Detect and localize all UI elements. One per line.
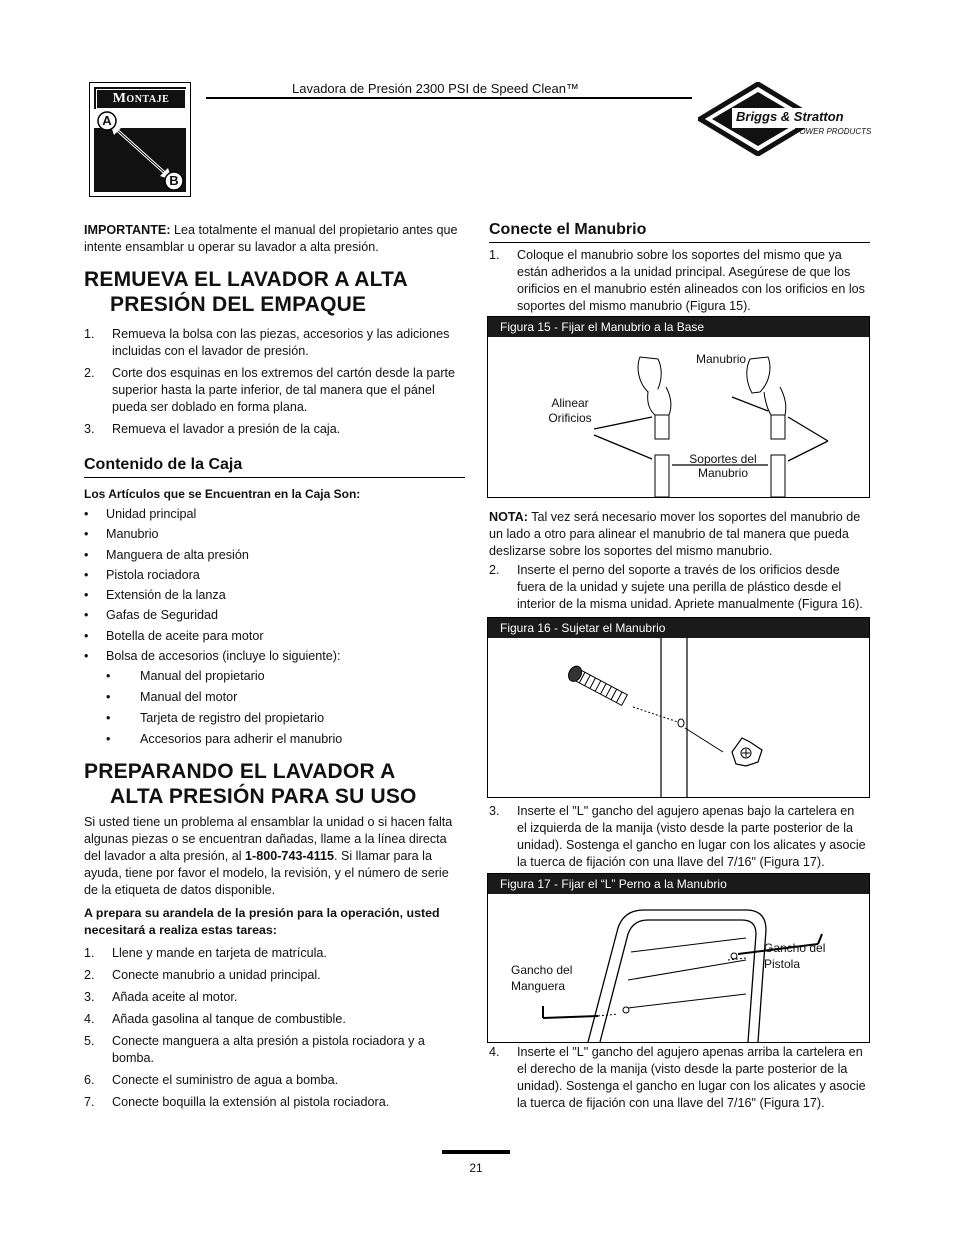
label-align-1: Alinear — [551, 396, 589, 410]
handle-step-4 — [489, 1044, 869, 1112]
footer-bar — [442, 1150, 510, 1154]
prep-steps — [84, 945, 460, 1111]
note-paragraph: NOTA: Tal vez será necesario mover los soportes del manubrio de un lado a otro para alinear el manubrio de tal manera que pueda deslizarse sobre los soportes del mismo manubrio. — [489, 510, 861, 558]
handle-rule — [489, 242, 870, 243]
list-item: 4. Inserte el "L" gancho del agujero apenas arriba la cartelera en el derecho de la manija (visto desde la parte posterior de la unidad). Sostenga el gancho en lugar con los alicates y asocie la tuerca de fijación con una llave del 7/16" (Figura 17). — [489, 1045, 866, 1110]
brand-logo — [698, 82, 878, 156]
important-note — [84, 222, 464, 256]
list-item: 6. Conecte el suministro de agua a bomba. — [84, 1073, 339, 1087]
list-item: • Unidad principal — [84, 507, 197, 521]
list-item: 7. Conecte boquilla la extensión al pistola rociadora. — [84, 1095, 390, 1109]
list-item: • Manguera de alta presión — [84, 547, 249, 562]
handle-step-1 — [489, 247, 867, 315]
unpack-steps — [84, 326, 460, 438]
contents-rule — [84, 477, 465, 478]
list-item: 2. Corte dos esquinas en los extremos del cartón desde la parte superior hasta la parte inferior, de tal manera que el pánel pueda ser doblado en forma plana. — [84, 366, 456, 414]
important-label: IMPORTANTE: — [84, 223, 171, 237]
contents-intro: Los Artículos que se Encuentran en la Caja Son: — [84, 487, 361, 501]
handle-step-3 — [489, 803, 867, 871]
list-item: 1. Coloque el manubrio sobre los soportes del mismo que ya están adheridos a la unidad principal. Asegúrese de que los orificios en el manubrio estén alineados con los orificios en los soportes del mismo manubrio (Figura 15). — [489, 248, 865, 313]
hotline-number: 1-800-743-4115 — [245, 849, 334, 863]
section-heading-unpack: REMUEVA EL LAVADOR A ALTA PRESIÓN DEL EMPAQUE — [84, 268, 408, 316]
list-item: • Manual del motor — [106, 690, 238, 704]
figure-15-caption: Figura 15 - Fijar el Manubrio a la Base — [488, 317, 869, 337]
section-heading-prepare: PREPARANDO EL LAVADOR A ALTA PRESIÓN PARA SU USO — [84, 760, 417, 808]
badge-a: A — [102, 113, 112, 128]
label-align-2: Orificios — [548, 411, 592, 425]
list-item: • Accesorios para adherir el manubrio — [106, 732, 343, 746]
list-item: • Pistola rociadora — [84, 567, 200, 582]
figure-15 — [487, 316, 870, 498]
label-hose-hook-2: Manguera — [511, 979, 566, 993]
list-item: 2. Inserte el perno del soporte a través de los orificios desde fuera de la unidad y sujete una perilla de plástico desde el interior de la misma unidad. Apriete manualmente (Figura 16). — [489, 563, 863, 611]
brand-subtitle: POWER PRODUCTS — [794, 127, 872, 136]
list-item: 3. Añada aceite al motor. — [84, 990, 238, 1004]
list-item: • Botella de aceite para motor — [84, 628, 264, 643]
badge-b: B — [169, 173, 179, 188]
figure-17 — [487, 873, 870, 1043]
list-item: 2. Conecte manubrio a unidad principal. — [84, 968, 321, 982]
list-item: • Bolsa de accesorios (incluye lo siguiente): — [84, 649, 341, 664]
prep-instructions: A prepara su arandela de la presión para la operación, usted necesitará a realiza estas tareas: — [84, 906, 440, 937]
label-hose-hook-1: Gancho del — [511, 963, 573, 977]
label-support-1: Soportes del — [689, 452, 757, 466]
list-item: 5. Conecte manguera a alta presión a pistola rociadora y a bomba. — [84, 1034, 425, 1065]
brand-name: Briggs & Stratton — [736, 109, 844, 124]
list-item: 1. Remueva la bolsa con las piezas, accesorios y las adiciones incluidas con el lavador de presión. — [84, 327, 450, 358]
list-item: • Tarjeta de registro del propietario — [106, 711, 325, 725]
badge-title: Montaje — [96, 89, 186, 109]
montaje-badge — [89, 82, 191, 197]
list-item: • Gafas de Seguridad — [84, 608, 219, 623]
note-label: NOTA: — [489, 510, 528, 524]
prep-paragraph: Si usted tiene un problema al ensamblar la unidad o si hacen falta algunas piezas o se encuentran dañadas, llame a la línea directa del lavador a alta presión, al 1-800-743-4115. Si llamar para la ayuda, tiene por favor el modelo, la revisión, y el número de serie de la etiqueta de datos disponible. — [84, 815, 453, 897]
list-item: • Manubrio — [84, 527, 159, 542]
list-item: • Manual del propietario — [106, 669, 265, 683]
header-rule — [206, 97, 692, 99]
list-item: • Extensión de la lanza — [84, 588, 226, 603]
contents-heading: Contenido de la Caja — [84, 456, 243, 473]
figure-16 — [487, 617, 870, 798]
handle-heading: Conecte el Manubrio — [489, 221, 647, 238]
list-item: 4. Añada gasolina al tanque de combustible. — [84, 1012, 346, 1026]
list-item: 3. Inserte el "L" gancho del agujero apenas bajo la cartelera en el izquierda de la manija (visto desde la parte posterior de la unidad). Sostenga el gancho en lugar con los alicates y asocie la tuerca de fijación con una llave del 7/16" (Figura 17). — [489, 804, 866, 869]
accessories-sublist — [84, 668, 460, 752]
handle-step-2 — [489, 562, 867, 613]
important-text: Lea totalmente el manual del propietario antes que intente ensamblar u operar su lavador a alta presión. — [84, 223, 458, 254]
figure-17-caption: Figura 17 - Fijar el “L” Perno a la Manubrio — [488, 874, 869, 894]
list-item: 1. Llene y mande en tarjeta de matrícula. — [84, 946, 327, 960]
document-title: Lavadora de Presión 2300 PSI de Speed Clean™ — [292, 81, 579, 96]
page-number: 21 — [469, 1161, 483, 1175]
list-item: 3. Remueva el lavador a presión de la caja. — [84, 422, 341, 436]
label-support-2: Manubrio — [697, 466, 749, 480]
label-gun-hook-2: Pistola — [764, 957, 801, 971]
contents-list — [84, 506, 460, 668]
label-handle: Manubrio — [696, 352, 747, 366]
label-gun-hook-1: Gancho del — [764, 941, 826, 955]
bolt-knob-illustration — [488, 638, 869, 797]
figure-16-caption: Figura 16 - Sujetar el Manubrio — [488, 618, 869, 638]
